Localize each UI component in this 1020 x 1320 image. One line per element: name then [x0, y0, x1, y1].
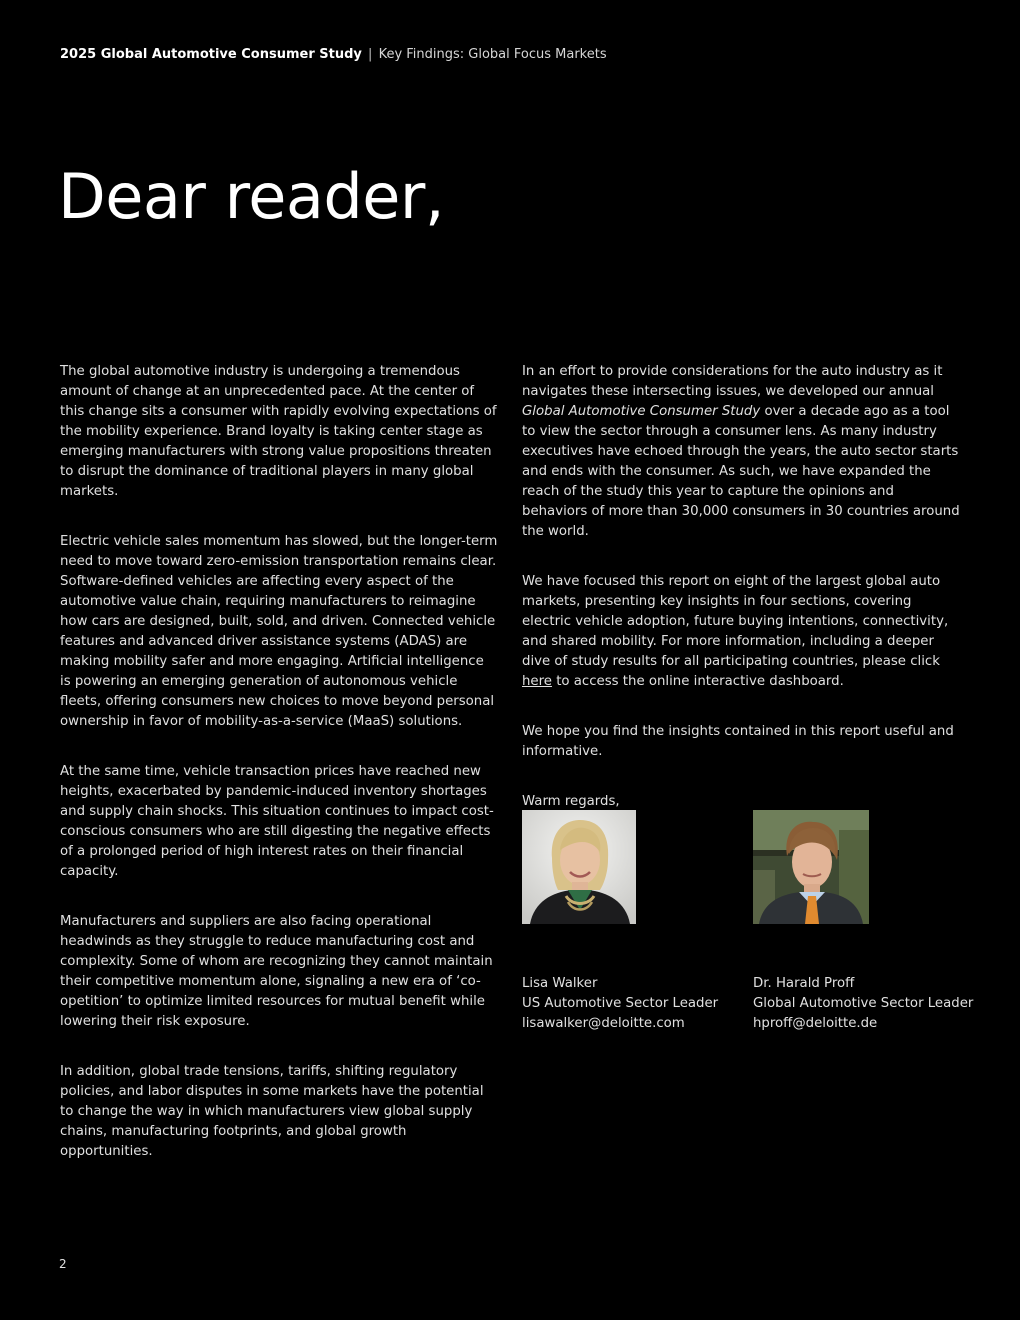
signatory-info — [753, 974, 983, 1034]
paragraph-trade-tensions: In addition, global trade tensions, tariffs, shifting regulatory policies, and labor disputes in some markets have the potential to change the way in which manufacturers view global supply chains, manufacturing footprints, and global growth opportunities. — [60, 1064, 484, 1159]
study-intro-text-cont: over a decade ago as a tool to view the sector through a consumer lens. As many industry executives have echoed through the years, the auto sector starts and ends with the consumer. As such, we have expanded the reach of the study this year to capture the opinions and behaviors of more than 30,000 consumers in 30 countries around the world. — [522, 404, 960, 539]
page-title: Dear reader, — [58, 160, 445, 233]
portrait-lisa-walker — [522, 810, 636, 924]
signatory-name: Lisa Walker — [522, 976, 598, 991]
signatory-info — [522, 974, 752, 1034]
dashboard-link[interactable]: here — [522, 674, 552, 689]
portrait-harald-proff — [753, 810, 869, 924]
page-number: 2 — [59, 1257, 67, 1271]
paragraph-hope: We hope you find the insights contained in this report useful and informative. — [522, 724, 954, 759]
right-column — [522, 362, 962, 832]
header-separator: | — [368, 47, 373, 62]
signatory-role: Global Automotive Sector Leader — [753, 996, 974, 1011]
signatory-name: Dr. Harald Proff — [753, 976, 855, 991]
running-header — [60, 47, 607, 62]
study-title-italic: Global Automotive Consumer Study — [522, 404, 761, 419]
signatory-harald-proff — [753, 810, 983, 1034]
section-name: Key Findings: Global Focus Markets — [378, 47, 607, 62]
report-focus-text-cont: to access the online interactive dashboard. — [551, 674, 844, 689]
left-column — [60, 362, 498, 1192]
study-intro-text: In an effort to provide considerations for the auto industry as it navigates these intersecting issues, we developed our annual — [522, 364, 943, 399]
signatory-email: lisawalker@deloitte.com — [522, 1016, 685, 1031]
paragraph-electric-vehicles: Electric vehicle sales momentum has slowed, but the longer-term need to move toward zero-emission transportation remains clear. Software-defined vehicles are affecting every aspect of the automotive value chain, requiring manufacturers to reimagine how cars are designed, built, sold, and driven. Connected vehicle features and advanced driver assistance systems (ADAS) are making mobility safer and more engaging. Artificial intelligence is powering an emerging generation of autonomous vehicle fleets, offering consumers new choices to move beyond personal ownership in favor of mobility-as-a-service (MaaS) solutions. — [60, 534, 498, 729]
report-focus-text: We have focused this report on eight of the largest global auto markets, presenting key insights in four sections, covering electric vehicle adoption, future buying intentions, connectivity, and shared mobility. For more information, including a deeper dive of study results for all participating countries, please click — [522, 574, 949, 669]
signatory-role: US Automotive Sector Leader — [522, 996, 719, 1011]
paragraph-manufacturers: Manufacturers and suppliers are also facing operational headwinds as they struggle to reduce manufacturing cost and complexity. Some of whom are recognizing they cannot maintain their competitive momentum alone, signaling a new era of ‘co-opetition’ to optimize limited resources for mutual benefit while lowering their risk exposure. — [60, 914, 493, 1029]
signatory-lisa-walker — [522, 810, 752, 1034]
signatory-email: hproff@deloitte.de — [753, 1016, 878, 1031]
paragraph-transaction-prices: At the same time, vehicle transaction prices have reached new heights, exacerbated by pandemic-induced inventory shortages and supply chain shocks. This situation continues to impact cost-conscious consumers who are still digesting the negative effects of a prolonged period of high interest rates on their financial capacity. — [60, 764, 494, 879]
paragraph-industry-change: The global automotive industry is undergoing a tremendous amount of change at an unprecedented pace. At the center of this change sits a consumer with rapidly evolving expectations of the mobility experience. Brand loyalty is taking center stage as emerging manufacturers with strong value propositions threaten to disrupt the dominance of traditional players in many global markets. — [60, 364, 497, 499]
study-name: 2025 Global Automotive Consumer Study — [60, 47, 362, 62]
closing-salutation: Warm regards, — [522, 794, 620, 809]
paragraph-report-focus — [522, 572, 962, 692]
paragraph-study-intro — [522, 362, 962, 542]
